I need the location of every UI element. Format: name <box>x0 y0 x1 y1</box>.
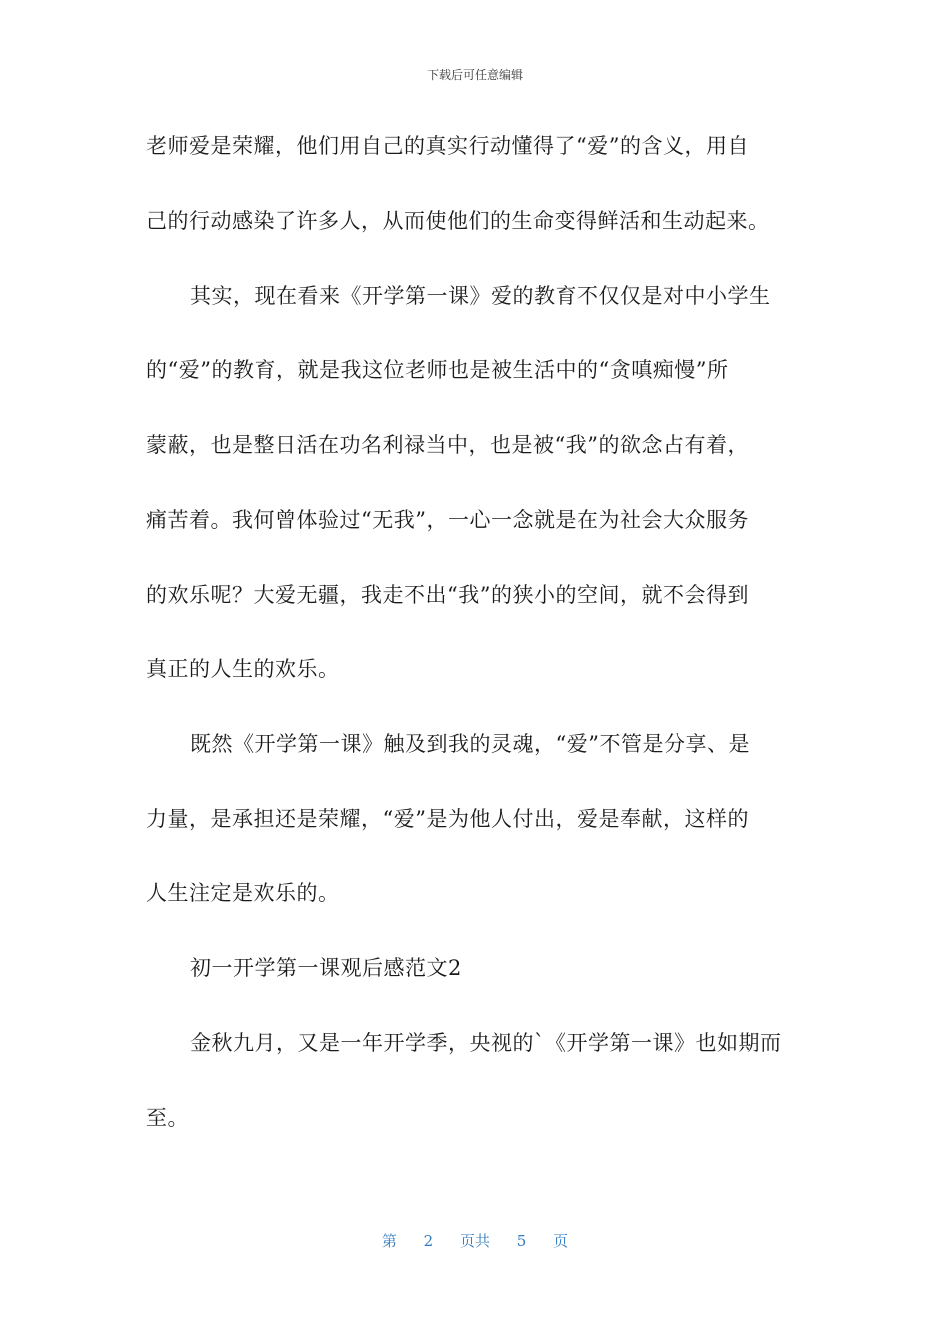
body-line: 的“爱”的教育，就是我这位老师也是被生活中的“贪嗔痴慢”所 <box>146 358 729 382</box>
body-line: 痛苦着。我何曾体验过“无我”，一心一念就是在为社会大众服务 <box>146 508 749 532</box>
footer-total-pages: 5 <box>516 1232 527 1250</box>
body-line: 既然《开学第一课》触及到我的灵魂，“爱”不管是分享、是 <box>190 732 750 756</box>
body-line: 金秋九月，又是一年开学季，央视的`《开学第一课》也如期而 <box>190 1031 782 1055</box>
page-footer <box>0 1230 950 1251</box>
body-line: 力量，是承担还是荣耀，“爱”是为他人付出，爱是奉献，这样的 <box>146 807 749 831</box>
body-line: 真正的人生的欢乐。 <box>146 657 340 681</box>
page-header: 下载后可任意编辑 <box>426 68 523 82</box>
body-line: 的欢乐呢？大爱无疆，我走不出“我”的狭小的空间，就不会得到 <box>146 583 749 607</box>
body-line: 至。 <box>146 1106 189 1130</box>
footer-di: 第 <box>381 1232 397 1250</box>
footer-ye-gong: 页共 <box>459 1232 490 1250</box>
body-line: 己的行动感染了许多人，从而使他们的生命变得鲜活和生动起来。 <box>146 209 770 233</box>
section-title: 初一开学第一课观后感范文2 <box>190 956 462 980</box>
body-line: 蒙蔽，也是整日活在功名利禄当中，也是被“我”的欲念占有着， <box>146 433 749 457</box>
body-line: 人生注定是欢乐的。 <box>146 881 340 905</box>
footer-ye: 页 <box>553 1232 569 1250</box>
body-line: 老师爱是荣耀，他们用自己的真实行动懂得了“爱”的含义，用自 <box>146 134 749 158</box>
body-line: 其实，现在看来《开学第一课》爱的教育不仅仅是对中小学生 <box>190 284 771 308</box>
footer-page-number: 2 <box>423 1232 434 1250</box>
